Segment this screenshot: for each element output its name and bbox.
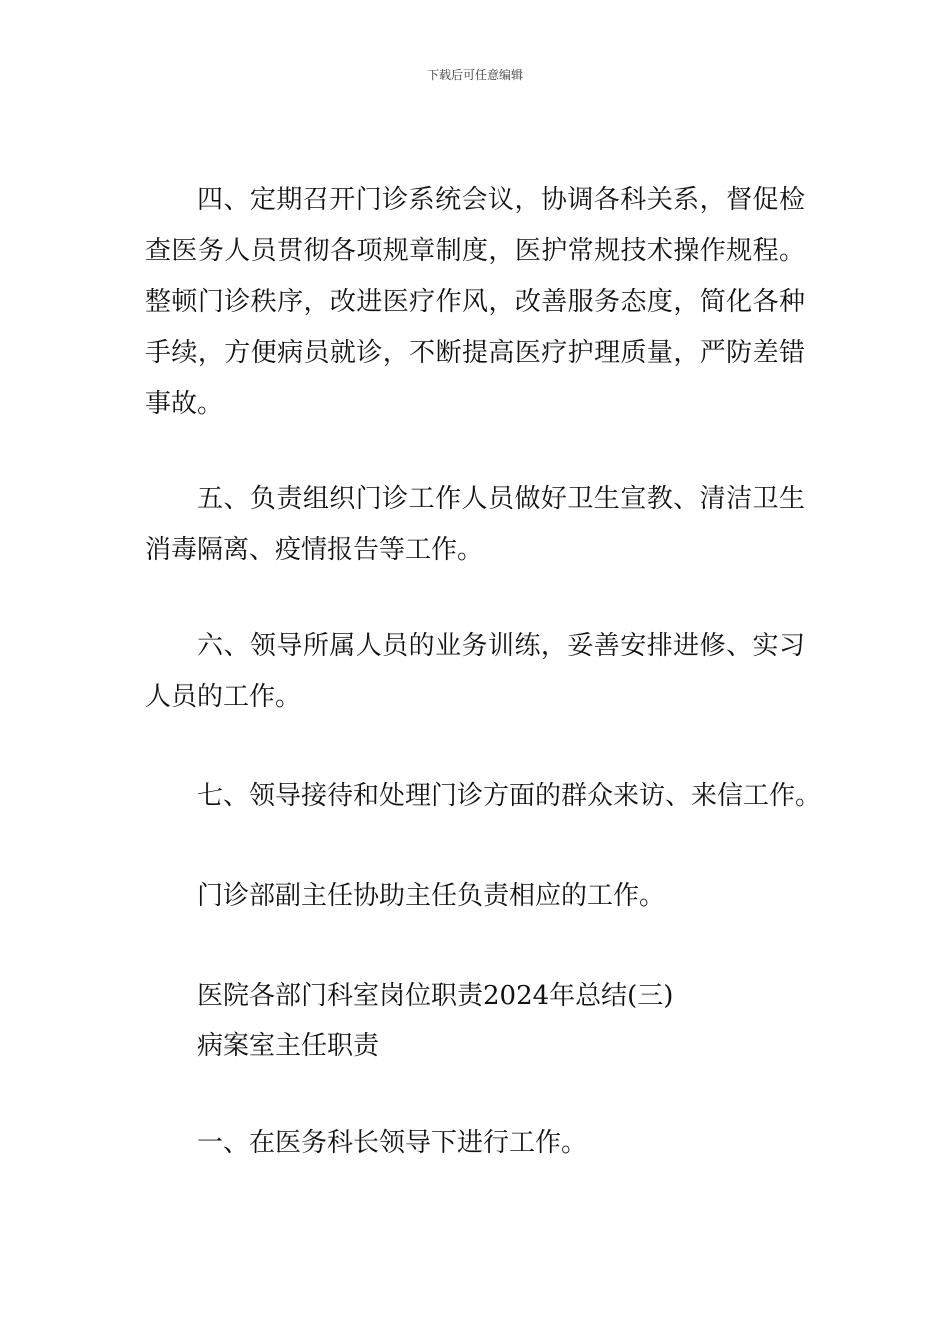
- page-header-note: 下载后可任意编辑: [426, 68, 523, 82]
- paragraph-item-4: 四、定期召开门诊系统会议，协调各科关系，督促检查医务人员贯彻各项规章制度，医护常规技术操作规程。整顿门诊秩序，改进医疗作风，改善服务态度，简化各种手续，方便病员就诊，不断提高医疗护理质量，严防差错事故。: [145, 185, 805, 419]
- paragraph-item-6: 六、领导所属人员的业务训练，妥善安排进修、实习人员的工作。: [145, 631, 805, 712]
- section-subtitle: 病案室主任职责: [197, 1031, 380, 1061]
- section-title: 医院各部门科室岗位职责2024年总结(三): [197, 981, 674, 1011]
- paragraph-item-7: 七、领导接待和处理门诊方面的群众来访、来信工作。: [197, 781, 822, 811]
- paragraph-deputy-director: 门诊部副主任协助主任负责相应的工作。: [197, 881, 666, 911]
- paragraph-item-1: 一、在医务科长领导下进行工作。: [197, 1128, 588, 1158]
- paragraph-item-5: 五、负责组织门诊工作人员做好卫生宣教、清洁卫生消毒隔离、疫情报告等工作。: [145, 484, 805, 565]
